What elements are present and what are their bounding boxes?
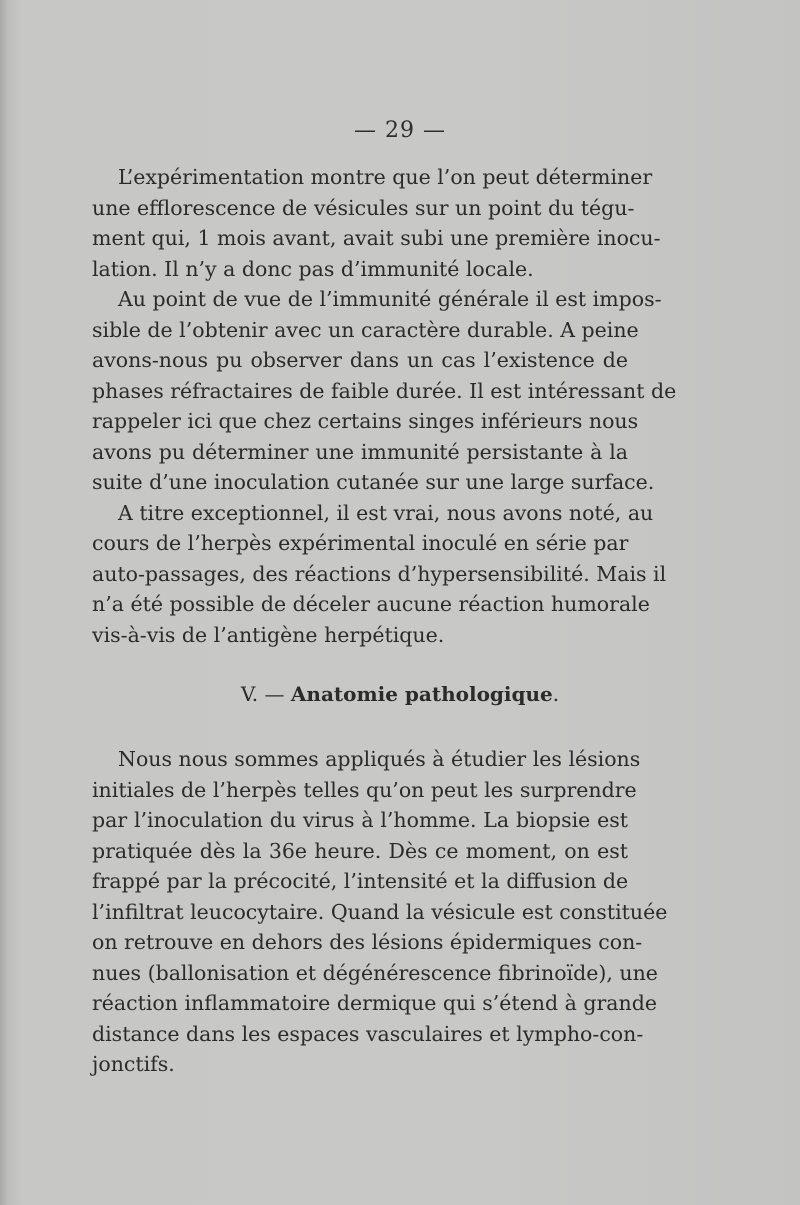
text-line: suite d’une inoculation cutanée sur une large surface. xyxy=(92,470,655,494)
text-line: réaction inflammatoire dermique qui s’étend à grande xyxy=(92,991,657,1015)
text-line: n’a été possible de déceler aucune réaction humorale xyxy=(92,592,650,616)
text-line: rappeler ici que chez certains singes inférieurs nous xyxy=(92,409,639,433)
text-line: ment qui, 1 mois avant, avait subi une première inocu- xyxy=(92,226,661,250)
text-line: avons pu déterminer une immunité persistante à la xyxy=(92,439,628,464)
section-title: Anatomie pathologique xyxy=(290,682,553,706)
page-number: — 29 — xyxy=(354,118,446,143)
text-line: frappé par la précocité, l’intensité et la diffusion de xyxy=(92,869,629,893)
text-line: distance dans les espaces vasculaires et lympho-con- xyxy=(92,1021,644,1046)
text-line: phases réfractaires de faible durée. Il est intéressant de xyxy=(92,378,677,403)
body-text xyxy=(92,162,677,650)
paragraph-pathology xyxy=(92,744,668,1080)
text-line: L’expérimentation montre que l’on peut déterminer xyxy=(118,165,653,189)
text-line: auto-passages, des réactions d’hypersensibilité. Mais il xyxy=(92,561,667,586)
text-line: avons-nous pu observer dans un cas l’existence de xyxy=(92,348,628,372)
section-body-text xyxy=(92,744,668,1080)
text-line: l’infiltrat leucocytaire. Quand la vésicule est constituée xyxy=(92,899,668,924)
text-line: sible de l’obtenir avec un caractère durable. A peine xyxy=(92,317,639,342)
text-line: vis-à-vis de l’antigène herpétique. xyxy=(92,622,445,647)
text-line: on retrouve en dehors des lésions épidermiques con- xyxy=(92,930,643,954)
text-line: par l’inoculation du virus à l’homme. La biopsie est xyxy=(92,808,628,832)
text-line: pratiquée dès la 36e heure. Dès ce moment, on est xyxy=(92,838,628,863)
paragraph-hypersensitivity xyxy=(92,498,667,651)
text-line: nues (ballonisation et dégénérescence fibrinoïde), une xyxy=(92,960,658,985)
section-heading-end: . xyxy=(552,682,560,706)
paragraph-general-immunity xyxy=(92,284,677,498)
paragraph-local-immunity xyxy=(92,162,661,284)
text-line: A titre exceptionnel, il est vrai, nous avons noté, au xyxy=(118,500,654,525)
section-number: V. — xyxy=(240,682,285,706)
text-line: Au point de vue de l’immunité générale il est impos- xyxy=(118,287,662,311)
section-heading xyxy=(0,682,800,706)
text-line: jonctifs. xyxy=(92,1052,175,1076)
text-line: une efflorescence de vésicules sur un point du tégu- xyxy=(92,195,635,220)
text-line: initiales de l’herpès telles qu’on peut les surprendre xyxy=(92,777,637,802)
text-line: cours de l’herpès expérimental inoculé en série par xyxy=(92,531,629,555)
text-line: lation. Il n’y a donc pas d’immunité locale. xyxy=(92,256,534,281)
text-line: Nous nous sommes appliqués à étudier les lésions xyxy=(118,747,641,771)
